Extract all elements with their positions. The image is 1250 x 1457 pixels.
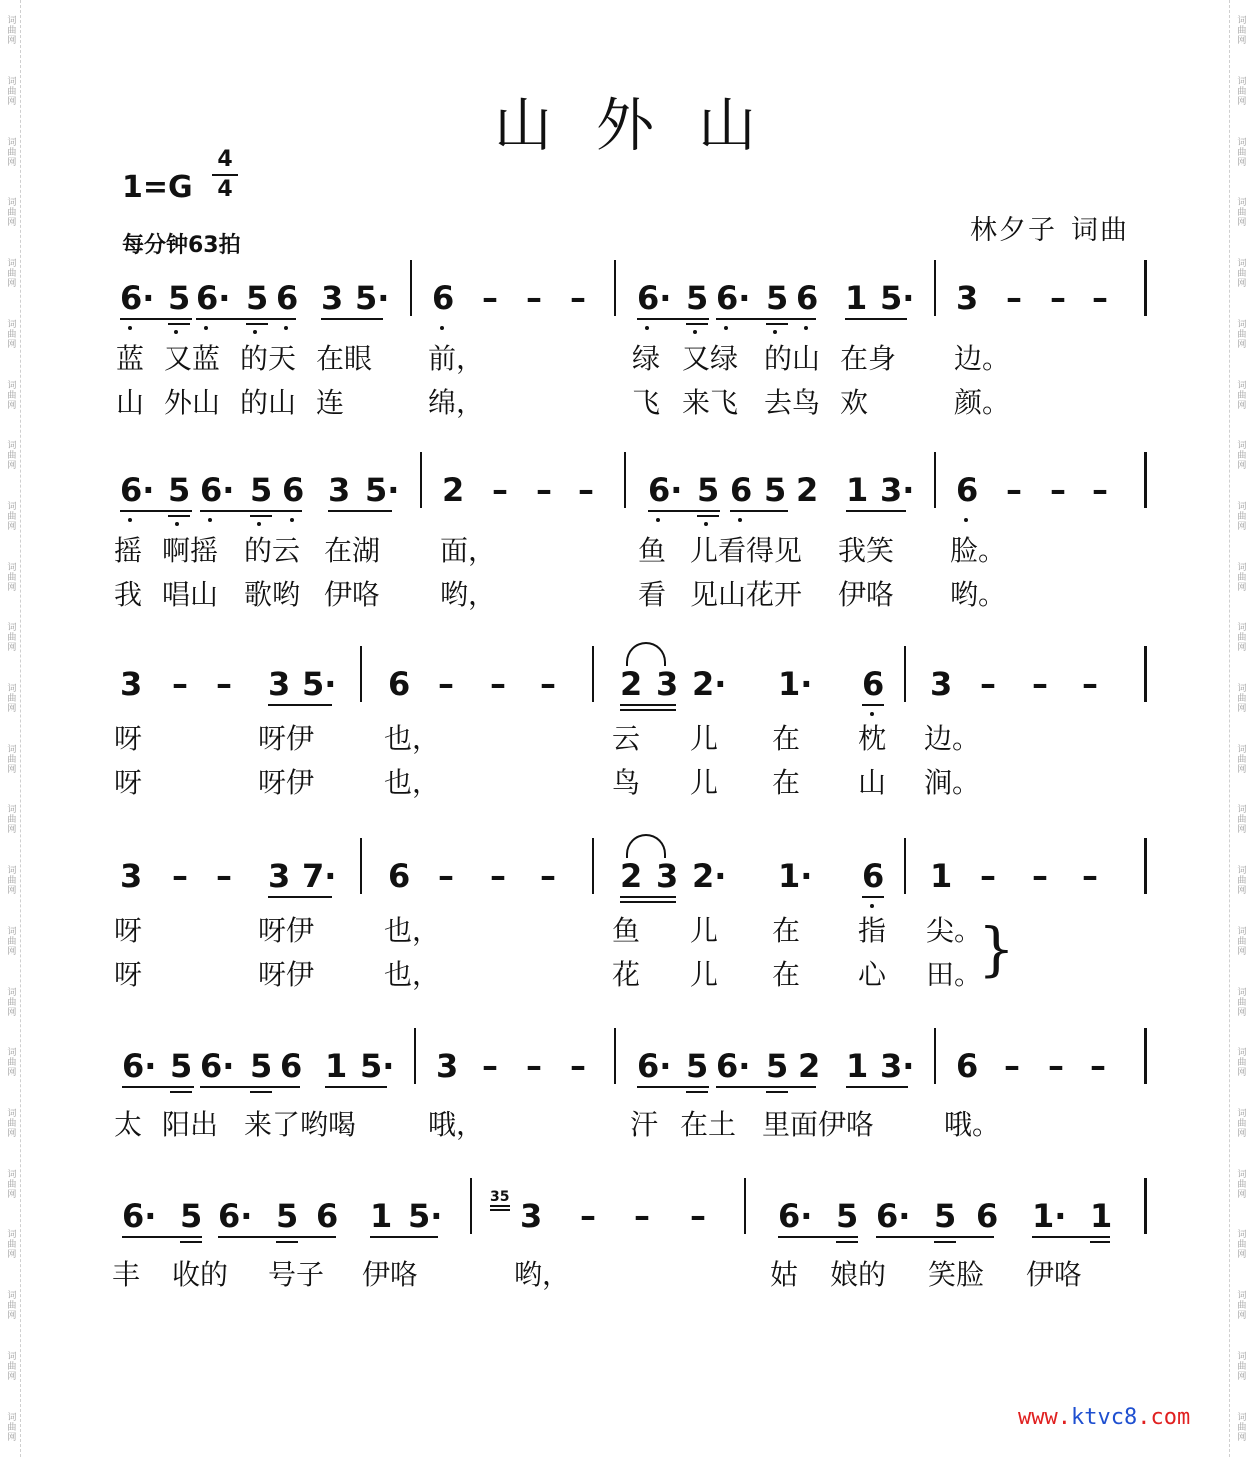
dash: – (1006, 279, 1022, 317)
dash: – (578, 471, 594, 509)
dash: – (172, 857, 188, 895)
side-mark: 词曲网 (1235, 1047, 1246, 1078)
note: 5 (180, 1197, 203, 1235)
dash: – (690, 1197, 706, 1235)
note: 5 (836, 1197, 859, 1235)
lyric: 哟。 (950, 578, 1007, 611)
lyric: 绵， (428, 386, 485, 419)
note: 3 (268, 665, 291, 703)
tempo-marking: 每分钟63拍 (122, 233, 241, 258)
lyric: 边。 (954, 342, 1011, 375)
grace-notes: 35 (490, 1189, 510, 1205)
lyric: 儿 (690, 722, 719, 755)
note: 6· (200, 471, 235, 509)
lyric: 来飞 (682, 386, 739, 419)
note: 3 (120, 857, 143, 895)
lyric: 号子 (268, 1258, 325, 1291)
side-mark: 词曲网 (5, 865, 16, 896)
note: 5 (934, 1197, 957, 1235)
note: 6 (388, 857, 411, 895)
note: 5 (170, 1047, 193, 1085)
lyric: 姑 (770, 1258, 799, 1291)
lyric: 也， (384, 722, 441, 755)
dash: – (980, 857, 996, 895)
lyric: 来了哟喝 (244, 1108, 357, 1141)
key-signature: 1=G (122, 170, 193, 205)
side-mark: 词曲网 (5, 743, 16, 774)
lyric: 在 (772, 958, 801, 991)
note: 2· (692, 665, 727, 703)
side-mark: 词曲网 (1235, 1229, 1246, 1260)
lyric: 里面伊咯 (762, 1108, 875, 1141)
dash: – (490, 665, 506, 703)
side-mark: 词曲网 (5, 1411, 16, 1442)
side-mark: 词曲网 (1235, 743, 1246, 774)
note: 6· (637, 1047, 672, 1085)
dash: – (1090, 1047, 1106, 1085)
right-border-strip (1229, 0, 1250, 1457)
note: 6· (218, 1197, 253, 1235)
lyric: 前， (428, 342, 485, 375)
lyric: 的天 (240, 342, 297, 375)
dash: – (492, 471, 508, 509)
lyric: 山 (858, 766, 887, 799)
lyric: 在 (772, 766, 801, 799)
side-mark: 词曲网 (1235, 136, 1246, 167)
note: 6· (876, 1197, 911, 1235)
note: 5 (766, 1047, 789, 1085)
side-mark: 词曲网 (5, 258, 16, 289)
dash: – (216, 665, 232, 703)
note: 2 (442, 471, 465, 509)
lyric: 呀伊 (258, 958, 315, 991)
note: 6· (648, 471, 683, 509)
note: 5· (408, 1197, 443, 1235)
lyric: 鱼 (638, 534, 667, 567)
lyric: 我笑 (838, 534, 895, 567)
note: 3 (321, 279, 344, 317)
note: 1 (930, 857, 953, 895)
dash: – (1006, 471, 1022, 509)
verse-brace: } (978, 915, 1015, 983)
side-mark: 词曲网 (1235, 1290, 1246, 1321)
note: 6· (716, 1047, 751, 1085)
note: 6 (276, 279, 299, 317)
side-mark: 词曲网 (1235, 1168, 1246, 1199)
note: 3 (268, 857, 291, 895)
lyric: 呀 (114, 766, 143, 799)
side-mark: 词曲网 (1235, 925, 1246, 956)
dash: – (1092, 279, 1108, 317)
note: 6 (280, 1047, 303, 1085)
side-mark: 词曲网 (5, 379, 16, 410)
lyric: 也， (384, 914, 441, 947)
lyric: 汗 (630, 1108, 659, 1141)
dash: – (1004, 1047, 1020, 1085)
lyric: 伊咯 (324, 578, 381, 611)
note: 3 (656, 665, 679, 703)
side-mark: 词曲网 (5, 15, 16, 46)
side-mark: 词曲网 (1235, 76, 1246, 107)
dash: – (1082, 665, 1098, 703)
lyric: 呀 (114, 722, 143, 755)
lyric: 在 (772, 722, 801, 755)
dash: – (216, 857, 232, 895)
side-mark: 词曲网 (1235, 318, 1246, 349)
side-mark: 词曲网 (5, 136, 16, 167)
note: 3 (520, 1197, 543, 1235)
watermark-prefix: www. (1018, 1405, 1071, 1430)
lyric: 又绿 (682, 342, 739, 375)
lyric: 连 (316, 386, 345, 419)
lyric: 田。 (926, 958, 983, 991)
lyric: 唱山 (162, 578, 219, 611)
note: 6 (956, 471, 979, 509)
lyric: 看 (638, 578, 667, 611)
note: 6 (976, 1197, 999, 1235)
lyric: 笑脸 (928, 1258, 985, 1291)
note: 1 (846, 471, 869, 509)
note: 6· (122, 1197, 157, 1235)
watermark-suffix: .com (1137, 1405, 1191, 1430)
note: 6· (120, 279, 155, 317)
note: 5· (360, 1047, 395, 1085)
note: 5· (365, 471, 400, 509)
lyric: 呀 (114, 914, 143, 947)
dash: – (540, 857, 556, 895)
side-mark: 词曲网 (1235, 1350, 1246, 1381)
dash: – (980, 665, 996, 703)
side-mark: 词曲网 (5, 1290, 16, 1321)
lyric: 伊咯 (1026, 1258, 1083, 1291)
note: 3 (956, 279, 979, 317)
side-mark: 词曲网 (1235, 986, 1246, 1017)
dash: – (526, 279, 542, 317)
dash: – (1032, 665, 1048, 703)
note: 1· (778, 857, 813, 895)
note: 2 (796, 471, 819, 509)
lyric: 的云 (244, 534, 301, 567)
note: 5 (250, 471, 273, 509)
lyric: 飞 (632, 386, 661, 419)
side-mark: 词曲网 (5, 440, 16, 471)
note: 6 (282, 471, 305, 509)
lyric: 丰 (112, 1258, 141, 1291)
lyric: 儿看得见 (690, 534, 803, 567)
note: 1 (325, 1047, 348, 1085)
lyric: 收的 (172, 1258, 229, 1291)
note: 1 (846, 1047, 869, 1085)
dash: – (570, 1047, 586, 1085)
dash: – (482, 279, 498, 317)
lyric: 啊摇 (162, 534, 219, 567)
lyric: 哟， (440, 578, 497, 611)
lyric: 鱼 (612, 914, 641, 947)
side-mark: 词曲网 (1235, 1411, 1246, 1442)
lyric: 哦， (428, 1108, 485, 1141)
side-mark: 词曲网 (5, 500, 16, 531)
note: 5 (697, 471, 720, 509)
lyric: 鸟 (612, 766, 641, 799)
lyric: 呀 (114, 958, 143, 991)
note: 2· (692, 857, 727, 895)
note: 1 (1090, 1197, 1113, 1235)
note: 6 (862, 665, 885, 703)
lyric: 尖。 (926, 914, 983, 947)
note: 1 (845, 279, 868, 317)
lyric: 花 (612, 958, 641, 991)
lyric: 云 (612, 722, 641, 755)
lyric: 蓝 (116, 342, 145, 375)
lyric: 涧。 (924, 766, 981, 799)
dash: – (1032, 857, 1048, 895)
lyric: 儿 (690, 914, 719, 947)
note: 6· (716, 279, 751, 317)
note: 5· (880, 279, 915, 317)
lyric: 歌哟 (244, 578, 301, 611)
note: 6· (196, 279, 231, 317)
note: 6 (388, 665, 411, 703)
side-mark: 词曲网 (1235, 258, 1246, 289)
watermark-brand: ktvc8 (1070, 1405, 1138, 1430)
lyric: 哦。 (944, 1108, 1001, 1141)
side-mark: 词曲网 (1235, 622, 1246, 653)
time-signature-bottom: 4 (217, 177, 233, 202)
note: 5 (168, 471, 191, 509)
dash: – (490, 857, 506, 895)
note: 1· (1032, 1197, 1067, 1235)
dash: – (482, 1047, 498, 1085)
dash: – (1092, 471, 1108, 509)
lyric: 的山 (764, 342, 821, 375)
note: 2 (798, 1047, 821, 1085)
side-mark: 词曲网 (5, 318, 16, 349)
note: 5· (302, 665, 337, 703)
dash: – (526, 1047, 542, 1085)
note: 6 (432, 279, 455, 317)
lyric: 外山 (164, 386, 221, 419)
lyric: 儿 (690, 766, 719, 799)
site-watermark (1018, 1405, 1190, 1430)
note: 5 (168, 279, 191, 317)
side-mark: 词曲网 (5, 804, 16, 835)
note: 3 (436, 1047, 459, 1085)
note: 5 (766, 279, 789, 317)
note: 6 (956, 1047, 979, 1085)
side-mark: 词曲网 (5, 622, 16, 653)
note: 7· (302, 857, 337, 895)
lyric: 伊咯 (838, 578, 895, 611)
dash: – (570, 279, 586, 317)
dash: – (1082, 857, 1098, 895)
lyric: 边。 (924, 722, 981, 755)
note: 3 (328, 471, 351, 509)
song-title: 山外山 (493, 91, 800, 159)
lyric: 摇 (114, 534, 143, 567)
lyric: 伊咯 (362, 1258, 419, 1291)
dash: – (1048, 1047, 1064, 1085)
side-mark: 词曲网 (1235, 379, 1246, 410)
side-mark: 词曲网 (1235, 197, 1246, 228)
dash: – (172, 665, 188, 703)
lyric: 颜。 (954, 386, 1011, 419)
note: 6 (796, 279, 819, 317)
side-mark: 词曲网 (5, 1108, 16, 1138)
lyric: 阳出 (162, 1108, 219, 1141)
side-mark: 词曲网 (1235, 500, 1246, 531)
note: 5 (250, 1047, 273, 1085)
composer-credit-label: 词曲 (1071, 215, 1129, 246)
lyric: 面， (440, 534, 497, 567)
time-signature-top: 4 (217, 147, 233, 172)
lyric: 娘的 (830, 1258, 887, 1291)
lyric: 在湖 (324, 534, 381, 567)
note: 2 (620, 665, 643, 703)
side-mark: 词曲网 (5, 683, 16, 714)
note: 3 (930, 665, 953, 703)
note: 6· (122, 1047, 157, 1085)
dash: – (536, 471, 552, 509)
lyric: 去鸟 (764, 386, 821, 419)
side-mark: 词曲网 (5, 986, 16, 1017)
lyric: 我 (114, 578, 143, 611)
note: 5· (355, 279, 390, 317)
lyric: 枕 (858, 722, 887, 755)
note: 5 (246, 279, 269, 317)
note: 3 (120, 665, 143, 703)
side-mark: 词曲网 (1235, 1108, 1246, 1138)
lyric: 在身 (840, 342, 897, 375)
note: 6 (316, 1197, 339, 1235)
side-mark: 词曲网 (5, 925, 16, 956)
lyric: 绿 (632, 342, 661, 375)
lyric: 指 (858, 914, 887, 947)
side-mark: 词曲网 (5, 76, 16, 107)
note: 6 (730, 471, 753, 509)
lyric: 也， (384, 958, 441, 991)
note: 5 (764, 471, 787, 509)
side-mark: 词曲网 (1235, 865, 1246, 896)
time-signature (212, 148, 238, 202)
lyric: 哟， (514, 1258, 571, 1291)
note: 5 (276, 1197, 299, 1235)
lyric: 儿 (690, 958, 719, 991)
side-mark: 词曲网 (1235, 561, 1246, 592)
lyric: 呀伊 (258, 766, 315, 799)
side-mark: 词曲网 (5, 197, 16, 228)
side-mark: 词曲网 (1235, 440, 1246, 471)
lyric: 山 (116, 386, 145, 419)
note: 6· (778, 1197, 813, 1235)
note: 5 (686, 279, 709, 317)
left-border-strip (0, 0, 21, 1457)
note: 3 (656, 857, 679, 895)
lyric: 太 (114, 1108, 143, 1141)
lyric: 心 (858, 958, 887, 991)
lyric: 呀伊 (258, 722, 315, 755)
side-mark: 词曲网 (5, 1168, 16, 1199)
note: 3· (880, 471, 915, 509)
lyric: 在土 (680, 1108, 737, 1141)
composer-credit (970, 208, 1129, 247)
dash: – (540, 665, 556, 703)
side-mark: 词曲网 (1235, 804, 1246, 835)
note: 5 (686, 1047, 709, 1085)
lyric: 又蓝 (164, 342, 221, 375)
note: 6 (862, 857, 885, 895)
note: 6· (120, 471, 155, 509)
side-mark: 词曲网 (1235, 15, 1246, 46)
note: 3· (880, 1047, 915, 1085)
dash: – (634, 1197, 650, 1235)
lyric: 欢 (840, 386, 869, 419)
lyric: 也， (384, 766, 441, 799)
lyric: 在眼 (316, 342, 373, 375)
dash: – (438, 665, 454, 703)
note: 2 (620, 857, 643, 895)
lyric: 脸。 (950, 534, 1007, 567)
lyric: 的山 (240, 386, 297, 419)
dash: – (1050, 279, 1066, 317)
side-mark: 词曲网 (5, 1047, 16, 1078)
note: 6· (637, 279, 672, 317)
dash: – (438, 857, 454, 895)
side-mark: 词曲网 (5, 1229, 16, 1260)
dash: – (580, 1197, 596, 1235)
note: 1· (778, 665, 813, 703)
side-mark: 词曲网 (5, 561, 16, 592)
dash: – (1050, 471, 1066, 509)
note: 6· (200, 1047, 235, 1085)
side-mark: 词曲网 (1235, 683, 1246, 714)
lyric: 见山花开 (690, 578, 803, 611)
lyric: 呀伊 (258, 914, 315, 947)
composer-name: 林夕子 (970, 215, 1057, 246)
note: 1 (370, 1197, 393, 1235)
side-mark: 词曲网 (5, 1350, 16, 1381)
lyric: 在 (772, 914, 801, 947)
